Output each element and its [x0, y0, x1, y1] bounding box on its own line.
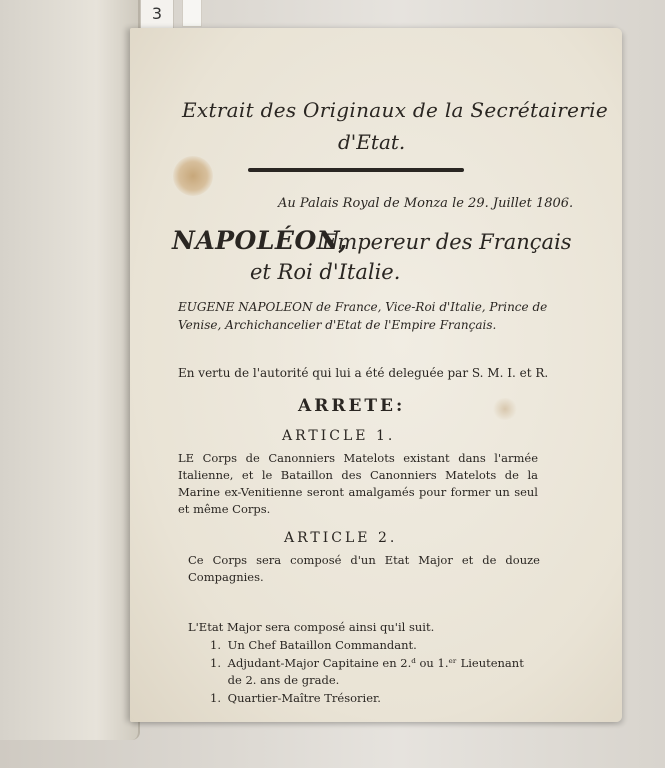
- napoleon-name: NAPOLÉON,: [172, 226, 348, 255]
- document-page: [130, 28, 622, 722]
- page-tab-label: 3: [140, 0, 174, 29]
- napoleon-title: Empereur des Français: [322, 230, 572, 254]
- header-rule: [248, 168, 464, 172]
- article-2-text: Ce Corps sera composé d'un Etat Major et de douze Compagnies.: [188, 553, 540, 584]
- foxing-stain: [173, 156, 213, 196]
- page-tab-blank: [182, 0, 202, 27]
- etat-major-intro: L'Etat Major sera composé ainsi qu'il suit.: [188, 620, 435, 634]
- napoleon-title-line2: et Roi d'Italie.: [250, 260, 401, 284]
- authority-line: En vertu de l'autorité qui lui a été deleguée par S. M. I. et R.: [178, 366, 549, 380]
- list-item-text: Un Chef Bataillon Commandant.: [227, 638, 417, 652]
- list-item: [210, 691, 381, 705]
- list-item-number: 1.: [210, 638, 221, 652]
- eugene-paragraph: EUGENE NAPOLEON de France, Vice-Roi d'Italie, Prince de Venise, Archichancelier d'Etat de l'Empire Français.: [178, 300, 548, 332]
- header-title: Extrait des Originaux de la Secrétairerie: [182, 98, 608, 122]
- arrete-heading: ARRETE:: [298, 396, 406, 416]
- foxing-stain-small: [492, 398, 518, 420]
- list-item-text: de 2. ans de grade.: [227, 673, 340, 687]
- list-item-number: 1.: [210, 656, 221, 670]
- article-1-heading: ARTICLE 1.: [282, 428, 396, 444]
- list-item-text: Quartier-Maître Trésorier.: [227, 691, 381, 705]
- list-item-text: Adjudant-Major Capitaine en 2.ᵈ ou 1.ᵉʳ Lieutenant: [227, 656, 524, 670]
- header-title-line2: d'Etat.: [338, 130, 406, 154]
- dateline: Au Palais Royal de Monza le 29. Juillet 1806.: [278, 196, 574, 211]
- article-2-heading: ARTICLE 2.: [284, 530, 398, 546]
- list-item: [210, 638, 417, 652]
- list-item: [210, 656, 524, 670]
- list-item-number: 1.: [210, 691, 221, 705]
- left-page: [0, 0, 140, 740]
- article-1-text: LE Corps de Canonniers Matelots existant dans l'armée Italienne, et le Bataillon des Canonniers Matelots de la Marine ex-Venitienne seront amalgamés pour former un seul et même Corps.: [178, 451, 538, 516]
- list-item: [210, 673, 339, 687]
